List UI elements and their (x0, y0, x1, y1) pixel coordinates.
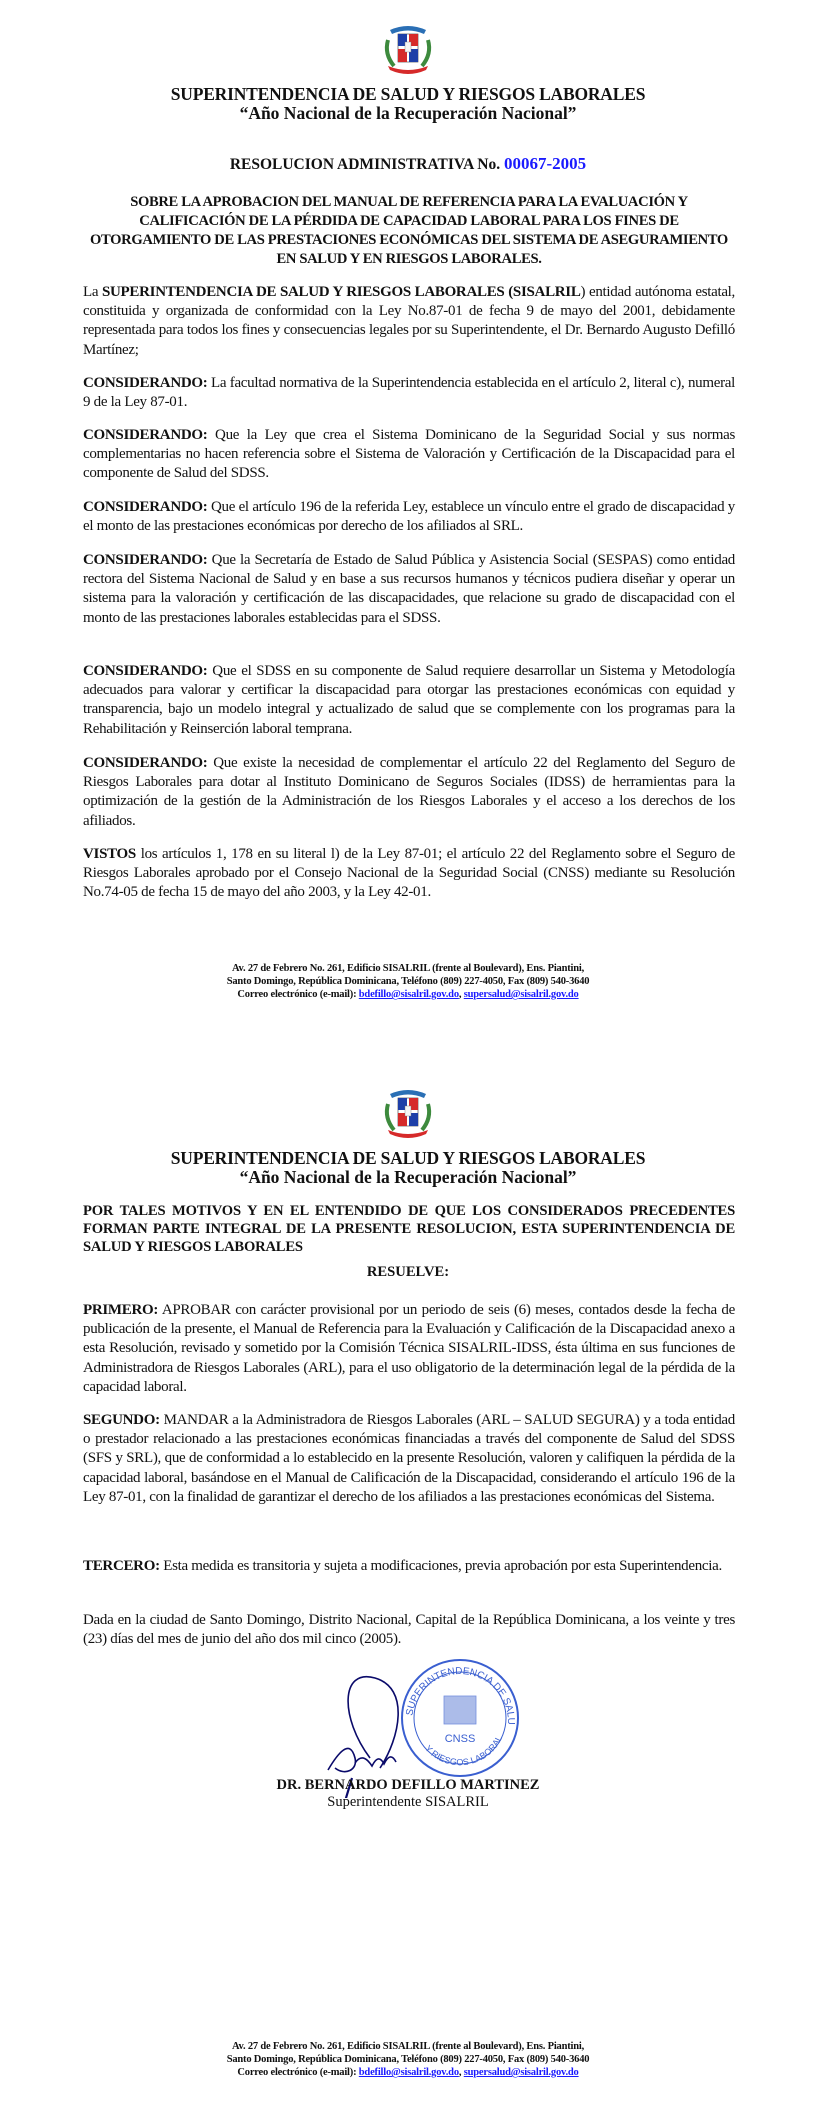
intro-paragraph: La SUPERINTENDENCIA DE SALUD Y RIESGOS LABORALES (SISALRIL) entidad autónoma estatal, constituida y organizada de conformidad con la Ley No.87-01 de fecha 9 de mayo del 2001, debidamente representada para todos los fines y consecuencias legales por su Superintendente, el Dr. Bernardo Augusto Defilló Martínez; (83, 284, 735, 358)
signer-name: DR. BERNARDO DEFILLO MARTINEZ (276, 1777, 540, 1793)
institution-title: SUPERINTENDENCIA DE SALUD Y RIESGOS LABORALES (170, 1148, 646, 1168)
coat-of-arms-icon (378, 1084, 438, 1144)
stamp-bottom-text: Y RIESGOS LABORAL (423, 1733, 505, 1768)
page-2 (0, 1058, 816, 2117)
signer-title: Superintendente SISALRIL (327, 1794, 489, 1810)
por-tales-motivos: POR TALES MOTIVOS Y EN EL ENTENDIDO DE QUE LOS CONSIDERADOS PRECEDENTES FORMAN PARTE INTEGRAL DE LA PRESENTE RESOLUCION, ESTA SUPERINTENDENCIA DE SALUD Y RIESGOS LABORALES (83, 1203, 735, 1255)
considerando-1: CONSIDERANDO: La facultad normativa de la Superintendencia establecida en el artículo 2, literal c), numeral 9 de la Ley 87-01. (83, 375, 735, 411)
page-2-footer (0, 2040, 816, 2079)
resuelve-heading: RESUELVE: (366, 1264, 450, 1280)
page-1-footer (0, 962, 816, 1001)
stamp-top-text: SUPERINTENDENCIA DE SALU (404, 1665, 517, 1725)
email-link-bdefillo[interactable]: bdefillo@sisalril.gov.do (358, 989, 459, 1000)
article-primero: PRIMERO: APROBAR con carácter provisional por un periodo de seis (6) meses, contados desde la fecha de publicación de la presente, el Manual de Referencia para la Evaluación y Calificación de la Discapacidad anexo a esta Resolución, revisado y sometido por la Comisión Técnica SISALRIL-IDSS, ésta última en sus funciones de Administradora de Riesgos Laborales (ARL), para el uso obligatorio de la determinación legal de la pérdida de la capacidad laboral. (83, 1302, 735, 1395)
stamp-center-text: CNSS (444, 1733, 476, 1745)
footer-email-line: Correo electrónico (e-mail): bdefillo@sisalril.gov.do, supersalud@sisalril.gov.do (237, 989, 579, 1000)
footer-email-line: Correo electrónico (e-mail): bdefillo@sisalril.gov.do, supersalud@sisalril.gov.do (237, 2067, 579, 2078)
year-motto: “Año Nacional de la Recuperación Nacional” (239, 1167, 577, 1187)
footer-address-line-1: Av. 27 de Febrero No. 261, Edificio SISALRIL (frente al Boulevard), Ens. Piantini, (231, 2041, 585, 2052)
footer-address-line-2: Santo Domingo, República Dominicana, Teléfono (809) 227-4050, Fax (809) 540-3640 (226, 2054, 590, 2065)
email-link-supersalud[interactable]: supersalud@sisalril.gov.do (463, 2067, 579, 2078)
considerando-5: CONSIDERANDO: Que el SDSS en su componente de Salud requiere desarrollar un Sistema y Metodología adecuados para valorar y certificar la discapacidad para otorgar las prestaciones económicas con equidad y transparencia, bajo un modelo integral y actualizado de salud que se complemente con los programas para la Rehabilitación y Reinserción laboral temprana. (83, 663, 735, 737)
considerando-2: CONSIDERANDO: Que la Ley que crea el Sistema Dominicano de la Seguridad Social y sus normas complementarias no hacen referencia sobre el Sistema de Valoración y Certificación de la Discapacidad para el componente de Salud del SDSS. (83, 427, 735, 482)
resolution-label: RESOLUCION ADMINISTRATIVA No. (229, 156, 501, 173)
email-link-bdefillo[interactable]: bdefillo@sisalril.gov.do (358, 2067, 459, 2078)
considerando-6: CONSIDERANDO: Que existe la necesidad de complementar el artículo 22 del Reglamento del Seguro de Riesgos Laborales para dotar al Instituto Dominicano de Seguros Sociales (IDSS) de herramientas para la optimización de la gestión de la Administración de los Riesgos Laborales y el acceso a los derechos de los afiliados. (83, 755, 735, 829)
resolution-number-line (0, 154, 816, 174)
intro-entity-name: SUPERINTENDENCIA DE SALUD Y RIESGOS LABORALES (SISALRIL (101, 284, 581, 300)
considerando-3: CONSIDERANDO: Que el artículo 196 de la referida Ley, establece un vínculo entre el grado de discapacidad y el monto de las prestaciones económicas por derecho de los afiliados al SRL. (83, 499, 735, 535)
article-segundo: SEGUNDO: MANDAR a la Administradora de Riesgos Laborales (ARL – SALUD SEGURA) y a toda entidad o prestador relacionado a las prestaciones económicas financiadas a través del componente de Salud del SDSS (SFS y SRL), que de conformidad a lo establecido en la presente Resolución, valoren y califiquen la pérdida de la capacidad laboral, basándose en el Manual de Calificación de la Discapacidad, considerando el artículo 196 de la Ley 87-01, con la finalidad de garantizar el derecho de los afiliados a las prestaciones económicas del Sistema. (83, 1412, 735, 1505)
coat-of-arms-icon (378, 20, 438, 80)
footer-address-line-1: Av. 27 de Febrero No. 261, Edificio SISALRIL (frente al Boulevard), Ens. Piantini, (231, 963, 585, 974)
vistos-paragraph: VISTOS los artículos 1, 178 en su literal l) de la Ley 87-01; el artículo 22 del Reglamento sobre el Seguro de Riesgos Laborales aprobado por el Consejo Nacional de la Seguridad Social (CNSS) mediante su Resolución No.74-05 de fecha 15 de mayo del año 2003, y la Ley 42-01. (83, 846, 735, 901)
page-1 (0, 0, 816, 1058)
official-stamp-icon (300, 1658, 518, 1776)
resolution-number: 00067-2005 (504, 154, 587, 173)
year-motto: “Año Nacional de la Recuperación Nacional” (239, 103, 577, 123)
institution-title: SUPERINTENDENCIA DE SALUD Y RIESGOS LABORALES (170, 84, 646, 104)
considerando-4: CONSIDERANDO: Que la Secretaría de Estado de Salud Pública y Asistencia Social (SESPAS) como entidad rectora del Sistema Nacional de Salud y en base a sus recursos humanos y técnicos pudiera diseñar y operar un sistema para la valoración y certificación de las discapacidades, que relacione su grado de discapacidad con el monto de las prestaciones laborales establecidas para el SDSS. (83, 552, 735, 626)
resolution-subject: SOBRE LA APROBACION DEL MANUAL DE REFERENCIA PARA LA EVALUACIÓN Y CALIFICACIÓN DE LA PÉRDIDA DE CAPACIDAD LABORAL PARA LOS FINES DE OTORGAMIENTO DE LAS PRESTACIONES ECONÓMICAS DEL SISTEMA DE ASEGURAMIENTO EN SALUD Y EN RIESGOS LABORALES. (90, 194, 728, 267)
footer-address-line-2: Santo Domingo, República Dominicana, Teléfono (809) 227-4050, Fax (809) 540-3640 (226, 976, 590, 987)
email-link-supersalud[interactable]: supersalud@sisalril.gov.do (463, 989, 579, 1000)
article-tercero: TERCERO: Esta medida es transitoria y sujeta a modificaciones, previa aprobación por esta Superintendencia. (83, 1558, 722, 1574)
dada-paragraph: Dada en la ciudad de Santo Domingo, Distrito Nacional, Capital de la República Dominicana, a los veinte y tres (23) días del mes de junio del año dos mil cinco (2005). (83, 1612, 735, 1648)
